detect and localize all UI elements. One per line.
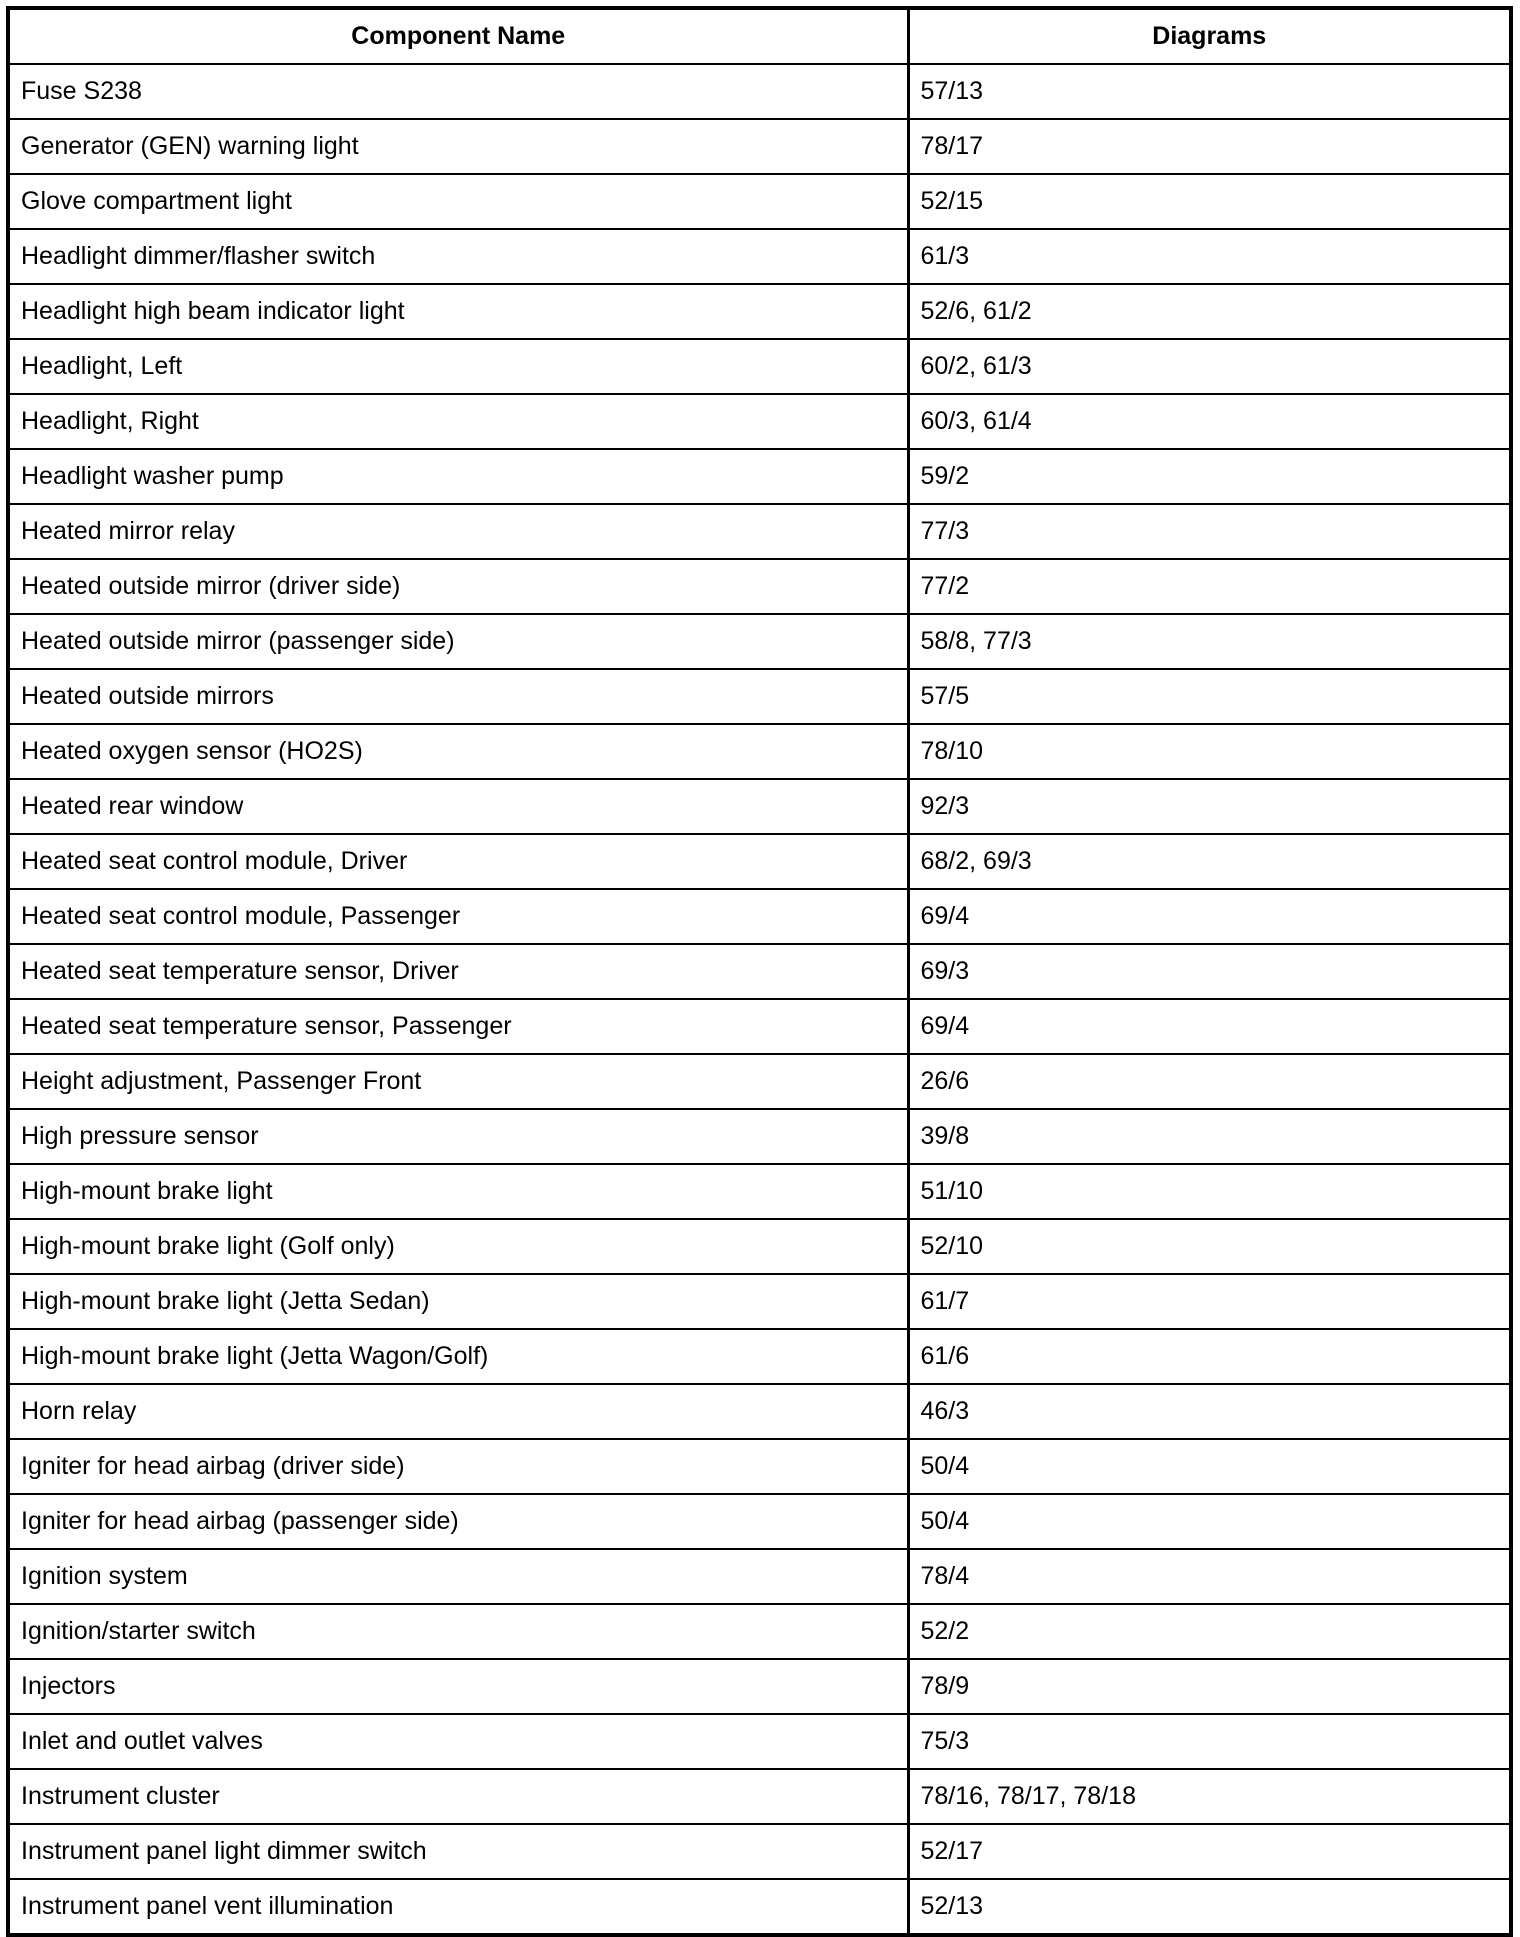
table-row (8, 1494, 1511, 1549)
diagrams-cell: 69/4 (908, 999, 1511, 1054)
diagrams-cell: 77/3 (908, 504, 1511, 559)
diagrams-cell: 50/4 (908, 1494, 1511, 1549)
component-name-cell: Headlight high beam indicator light (8, 284, 908, 339)
diagrams-cell: 52/13 (908, 1879, 1511, 1935)
diagrams-cell: 60/2, 61/3 (908, 339, 1511, 394)
diagrams-cell: 57/13 (908, 64, 1511, 119)
table-row (8, 119, 1511, 174)
header-component-name: Component Name (8, 8, 908, 64)
table-row (8, 1109, 1511, 1164)
diagrams-cell: 39/8 (908, 1109, 1511, 1164)
component-name-cell: Generator (GEN) warning light (8, 119, 908, 174)
table-row (8, 1219, 1511, 1274)
table-row (8, 284, 1511, 339)
table-row (8, 614, 1511, 669)
table-row (8, 1604, 1511, 1659)
diagrams-cell: 61/3 (908, 229, 1511, 284)
table-row (8, 229, 1511, 284)
diagrams-cell: 52/6, 61/2 (908, 284, 1511, 339)
diagrams-cell: 50/4 (908, 1439, 1511, 1494)
table-row (8, 889, 1511, 944)
component-name-cell: Inlet and outlet valves (8, 1714, 908, 1769)
diagrams-cell: 92/3 (908, 779, 1511, 834)
table-row (8, 1384, 1511, 1439)
table-row (8, 174, 1511, 229)
component-name-cell: Instrument panel vent illumination (8, 1879, 908, 1935)
diagrams-cell: 59/2 (908, 449, 1511, 504)
component-name-cell: Headlight, Left (8, 339, 908, 394)
table-row (8, 559, 1511, 614)
diagrams-cell: 78/9 (908, 1659, 1511, 1714)
header-diagrams: Diagrams (908, 8, 1511, 64)
table-row (8, 669, 1511, 724)
component-name-cell: Horn relay (8, 1384, 908, 1439)
diagrams-cell: 68/2, 69/3 (908, 834, 1511, 889)
component-name-cell: High-mount brake light (Golf only) (8, 1219, 908, 1274)
component-name-cell: High-mount brake light (8, 1164, 908, 1219)
table-row (8, 394, 1511, 449)
component-name-cell: Height adjustment, Passenger Front (8, 1054, 908, 1109)
diagrams-cell: 78/16, 78/17, 78/18 (908, 1769, 1511, 1824)
component-name-cell: Heated outside mirrors (8, 669, 908, 724)
diagrams-cell: 78/17 (908, 119, 1511, 174)
component-name-cell: Instrument cluster (8, 1769, 908, 1824)
table-row (8, 504, 1511, 559)
diagrams-cell: 77/2 (908, 559, 1511, 614)
component-name-cell: Heated seat temperature sensor, Passenger (8, 999, 908, 1054)
table-row (8, 1274, 1511, 1329)
table-body (8, 64, 1511, 1935)
diagrams-cell: 78/10 (908, 724, 1511, 779)
component-name-cell: High pressure sensor (8, 1109, 908, 1164)
component-index-sheet (6, 6, 1509, 1920)
table-row (8, 64, 1511, 119)
component-name-cell: Igniter for head airbag (passenger side) (8, 1494, 908, 1549)
diagrams-cell: 52/10 (908, 1219, 1511, 1274)
component-name-cell: Heated outside mirror (driver side) (8, 559, 908, 614)
component-name-cell: Fuse S238 (8, 64, 908, 119)
diagrams-cell: 46/3 (908, 1384, 1511, 1439)
component-name-cell: Ignition system (8, 1549, 908, 1604)
component-name-cell: Heated seat temperature sensor, Driver (8, 944, 908, 999)
diagrams-cell: 69/3 (908, 944, 1511, 999)
component-name-cell: Glove compartment light (8, 174, 908, 229)
table-row (8, 724, 1511, 779)
component-name-cell: Heated mirror relay (8, 504, 908, 559)
table-row (8, 999, 1511, 1054)
diagrams-cell: 61/6 (908, 1329, 1511, 1384)
diagrams-cell: 52/15 (908, 174, 1511, 229)
table-row (8, 1714, 1511, 1769)
component-name-cell: Headlight, Right (8, 394, 908, 449)
table-row (8, 1549, 1511, 1604)
table-row (8, 779, 1511, 834)
table-row (8, 1659, 1511, 1714)
diagrams-cell: 78/4 (908, 1549, 1511, 1604)
table-row (8, 1769, 1511, 1824)
table-header-row (8, 8, 1511, 64)
diagrams-cell: 57/5 (908, 669, 1511, 724)
component-name-cell: Headlight washer pump (8, 449, 908, 504)
component-name-cell: Heated rear window (8, 779, 908, 834)
diagrams-cell: 61/7 (908, 1274, 1511, 1329)
component-name-cell: Heated outside mirror (passenger side) (8, 614, 908, 669)
component-diagram-table (6, 6, 1513, 1937)
table-row (8, 449, 1511, 504)
component-name-cell: Heated seat control module, Driver (8, 834, 908, 889)
component-name-cell: Ignition/starter switch (8, 1604, 908, 1659)
diagrams-cell: 26/6 (908, 1054, 1511, 1109)
diagrams-cell: 52/17 (908, 1824, 1511, 1879)
table-row (8, 1439, 1511, 1494)
component-name-cell: High-mount brake light (Jetta Sedan) (8, 1274, 908, 1329)
table-row (8, 944, 1511, 999)
table-row (8, 1329, 1511, 1384)
component-name-cell: Heated oxygen sensor (HO2S) (8, 724, 908, 779)
table-row (8, 339, 1511, 394)
component-name-cell: Heated seat control module, Passenger (8, 889, 908, 944)
table-row (8, 1824, 1511, 1879)
diagrams-cell: 75/3 (908, 1714, 1511, 1769)
component-name-cell: Igniter for head airbag (driver side) (8, 1439, 908, 1494)
component-name-cell: Instrument panel light dimmer switch (8, 1824, 908, 1879)
component-name-cell: Injectors (8, 1659, 908, 1714)
table-row (8, 1879, 1511, 1935)
component-name-cell: Headlight dimmer/flasher switch (8, 229, 908, 284)
component-name-cell: High-mount brake light (Jetta Wagon/Golf) (8, 1329, 908, 1384)
table-row (8, 834, 1511, 889)
diagrams-cell: 69/4 (908, 889, 1511, 944)
table-row (8, 1054, 1511, 1109)
table-row (8, 1164, 1511, 1219)
diagrams-cell: 51/10 (908, 1164, 1511, 1219)
diagrams-cell: 52/2 (908, 1604, 1511, 1659)
diagrams-cell: 58/8, 77/3 (908, 614, 1511, 669)
diagrams-cell: 60/3, 61/4 (908, 394, 1511, 449)
